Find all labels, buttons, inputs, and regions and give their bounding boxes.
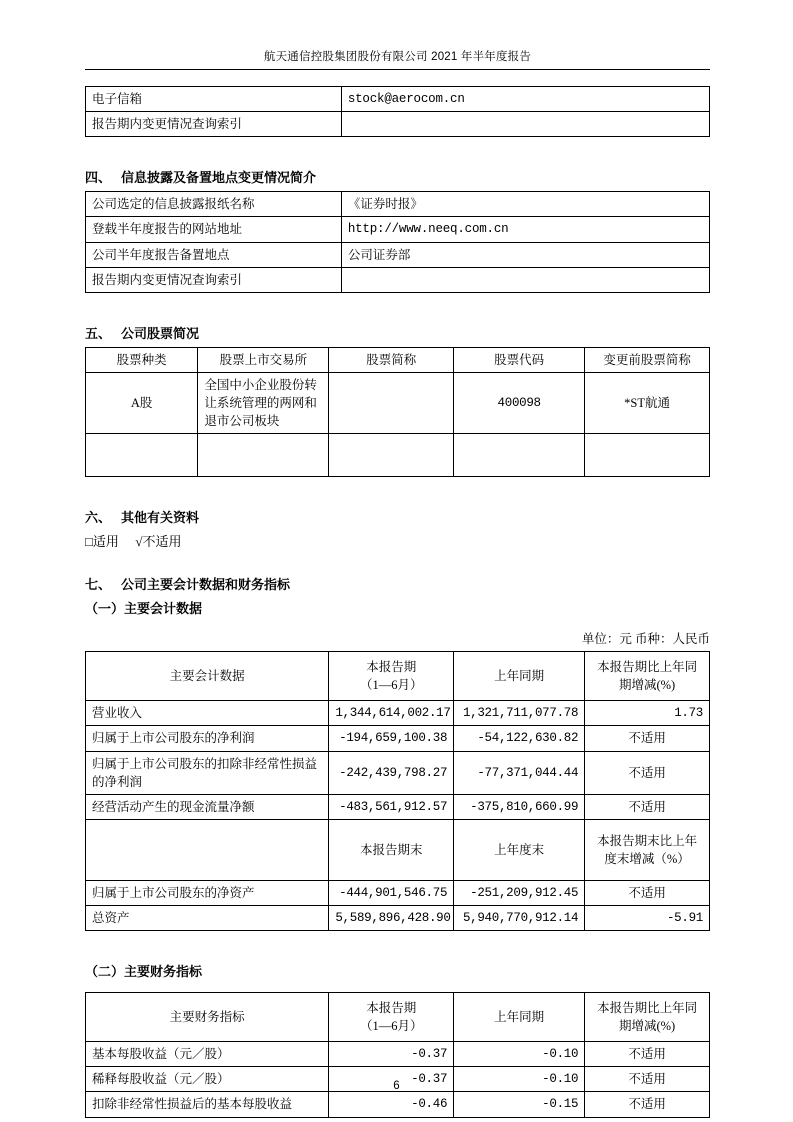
page-number: 6 bbox=[393, 1080, 400, 1092]
acc-header-item: 主要会计数据 bbox=[86, 652, 329, 701]
table-row bbox=[86, 434, 710, 477]
section-7-heading: 公司主要会计数据和财务指标 bbox=[121, 577, 291, 593]
section-7-2-title: （二）主要财务指标 bbox=[85, 964, 203, 980]
fin-change: 不适用 bbox=[585, 1042, 710, 1067]
stock-prev-abbr bbox=[585, 434, 710, 477]
acc-header-current-line2: （1—6月） bbox=[360, 678, 423, 693]
acc-prior: 1,321,711,077.78 bbox=[454, 701, 585, 726]
acc-item: 总资产 bbox=[86, 906, 329, 931]
disclosure-label: 公司选定的信息披露报纸名称 bbox=[86, 192, 342, 217]
stock-header-type: 股票种类 bbox=[86, 347, 198, 372]
acc-header-prior: 上年同期 bbox=[454, 652, 585, 701]
acc-prior: -77,371,044.44 bbox=[454, 751, 585, 794]
fin-header-current bbox=[329, 993, 454, 1042]
table-row bbox=[86, 880, 710, 905]
stock-abbr bbox=[329, 372, 454, 433]
disclosure-table bbox=[85, 191, 710, 293]
acc-header-current bbox=[329, 652, 454, 701]
table-row bbox=[86, 1042, 710, 1067]
section-6-checkboxes bbox=[85, 531, 710, 550]
stock-exchange bbox=[198, 434, 329, 477]
stock-header-exchange: 股票上市交易所 bbox=[198, 347, 329, 372]
section-5-heading: 公司股票简况 bbox=[121, 325, 200, 341]
accounting-unit-note: 单位：元 币种：人民币 bbox=[581, 632, 710, 647]
table-header-row bbox=[86, 347, 710, 372]
fin-prior: -0.10 bbox=[454, 1067, 585, 1092]
stock-code bbox=[454, 434, 585, 477]
fin-item: 扣除非经常性损益后的基本每股收益 bbox=[86, 1092, 329, 1117]
running-header: 航天通信控股集团股份有限公司 2021 年半年度报告 bbox=[85, 48, 710, 70]
acc-header2-prior: 上年度末 bbox=[454, 819, 585, 880]
acc-item: 归属于上市公司股东的净利润 bbox=[86, 726, 329, 751]
table-row bbox=[86, 267, 710, 292]
section-6-heading: 其他有关资料 bbox=[121, 510, 200, 526]
section-6-title bbox=[85, 507, 710, 526]
acc-prior: -251,209,912.45 bbox=[454, 880, 585, 905]
acc-current: -242,439,798.27 bbox=[329, 751, 454, 794]
acc-current: -194,659,100.38 bbox=[329, 726, 454, 751]
stock-exchange: 全国中小企业股份转让系统管理的两网和退市公司板块 bbox=[198, 372, 329, 433]
stock-header-code: 股票代码 bbox=[454, 347, 585, 372]
fin-header-item: 主要财务指标 bbox=[86, 993, 329, 1042]
fin-header-current-line2: （1—6月） bbox=[360, 1019, 423, 1034]
table-row bbox=[86, 112, 710, 137]
acc-change: 不适用 bbox=[585, 794, 710, 819]
section-4-heading: 信息披露及备置地点变更情况简介 bbox=[121, 170, 317, 186]
contact-value: stock@aerocom.cn bbox=[341, 87, 709, 112]
table-header-row bbox=[86, 819, 710, 880]
table-row bbox=[86, 372, 710, 433]
section-4-title bbox=[85, 167, 710, 186]
disclosure-label: 报告期内变更情况查询索引 bbox=[86, 267, 342, 292]
table-row bbox=[86, 906, 710, 931]
section-5-number: 五、 bbox=[85, 325, 112, 341]
section-7-title bbox=[85, 574, 710, 593]
acc-current: 5,589,896,428.90 bbox=[329, 906, 454, 931]
acc-change: -5.91 bbox=[585, 906, 710, 931]
fin-item: 基本每股收益（元／股） bbox=[86, 1042, 329, 1067]
disclosure-label: 公司半年度报告备置地点 bbox=[86, 242, 342, 267]
acc-header-change: 本报告期比上年同期增减(%) bbox=[585, 652, 710, 701]
main-financial-indicators-table bbox=[85, 992, 710, 1117]
fin-current: -0.46 bbox=[329, 1092, 454, 1117]
section-7-number: 七、 bbox=[85, 577, 112, 593]
acc-header2-current: 本报告期末 bbox=[329, 819, 454, 880]
table-row bbox=[86, 794, 710, 819]
applicable-checkbox[interactable]: □适用 bbox=[85, 534, 119, 550]
table-header-row bbox=[86, 652, 710, 701]
acc-header-current-line1: 本报告期 bbox=[366, 660, 417, 675]
table-row bbox=[86, 701, 710, 726]
table-row bbox=[86, 1092, 710, 1117]
disclosure-label: 登载半年度报告的网站地址 bbox=[86, 217, 342, 242]
acc-change: 不适用 bbox=[585, 880, 710, 905]
section-7-1-title: （一）主要会计数据 bbox=[85, 601, 203, 617]
table-row bbox=[86, 751, 710, 794]
fin-header-current-line1: 本报告期 bbox=[366, 1001, 417, 1015]
acc-current: -483,561,912.57 bbox=[329, 794, 454, 819]
fin-change: 不适用 bbox=[585, 1067, 710, 1092]
table-row bbox=[86, 726, 710, 751]
acc-current: 1,344,614,002.17 bbox=[329, 701, 454, 726]
stock-abbr bbox=[329, 434, 454, 477]
fin-current: -0.37 bbox=[329, 1067, 454, 1092]
stock-header-prev-abbr: 变更前股票简称 bbox=[585, 347, 710, 372]
section-6-number: 六、 bbox=[85, 510, 112, 526]
section-4-number: 四、 bbox=[85, 170, 112, 186]
page-content bbox=[85, 48, 710, 1118]
acc-item: 营业收入 bbox=[86, 701, 329, 726]
contact-value bbox=[341, 112, 709, 137]
acc-prior: -54,122,630.82 bbox=[454, 726, 585, 751]
acc-change: 不适用 bbox=[585, 751, 710, 794]
contact-label: 报告期内变更情况查询索引 bbox=[86, 112, 342, 137]
acc-item: 归属于上市公司股东的扣除非经常性损益的净利润 bbox=[86, 751, 329, 794]
acc-item: 经营活动产生的现金流量净额 bbox=[86, 794, 329, 819]
fin-item: 稀释每股收益（元／股） bbox=[86, 1067, 329, 1092]
stock-prev-abbr: *ST航通 bbox=[585, 372, 710, 433]
stock-table bbox=[85, 347, 710, 478]
acc-header2-item bbox=[86, 819, 329, 880]
table-row bbox=[86, 242, 710, 267]
table-row bbox=[86, 217, 710, 242]
not-applicable-checkbox[interactable]: √不适用 bbox=[135, 534, 182, 550]
fin-change: 不适用 bbox=[585, 1092, 710, 1117]
contact-label: 电子信箱 bbox=[86, 87, 342, 112]
acc-prior: 5,940,770,912.14 bbox=[454, 906, 585, 931]
stock-code: 400098 bbox=[454, 372, 585, 433]
acc-change: 1.73 bbox=[585, 701, 710, 726]
table-header-row bbox=[86, 993, 710, 1042]
fin-prior: -0.10 bbox=[454, 1042, 585, 1067]
acc-item: 归属于上市公司股东的净资产 bbox=[86, 880, 329, 905]
acc-prior: -375,810,660.99 bbox=[454, 794, 585, 819]
section-5-title bbox=[85, 323, 710, 342]
acc-header2-change: 本报告期末比上年度末增减（%） bbox=[585, 819, 710, 880]
main-accounting-data-table bbox=[85, 651, 710, 931]
disclosure-value: http://www.neeq.com.cn bbox=[341, 217, 709, 242]
fin-prior: -0.15 bbox=[454, 1092, 585, 1117]
fin-header-change: 本报告期比上年同期增减(%) bbox=[585, 993, 710, 1042]
table-row bbox=[86, 192, 710, 217]
stock-type bbox=[86, 434, 198, 477]
fin-header-prior: 上年同期 bbox=[454, 993, 585, 1042]
contact-table bbox=[85, 86, 710, 137]
table-row bbox=[86, 87, 710, 112]
fin-current: -0.37 bbox=[329, 1042, 454, 1067]
disclosure-value bbox=[341, 267, 709, 292]
stock-header-abbr: 股票简称 bbox=[329, 347, 454, 372]
stock-type: A股 bbox=[86, 372, 198, 433]
acc-current: -444,901,546.75 bbox=[329, 880, 454, 905]
disclosure-value: 《证券时报》 bbox=[341, 192, 709, 217]
acc-change: 不适用 bbox=[585, 726, 710, 751]
disclosure-value: 公司证券部 bbox=[341, 242, 709, 267]
